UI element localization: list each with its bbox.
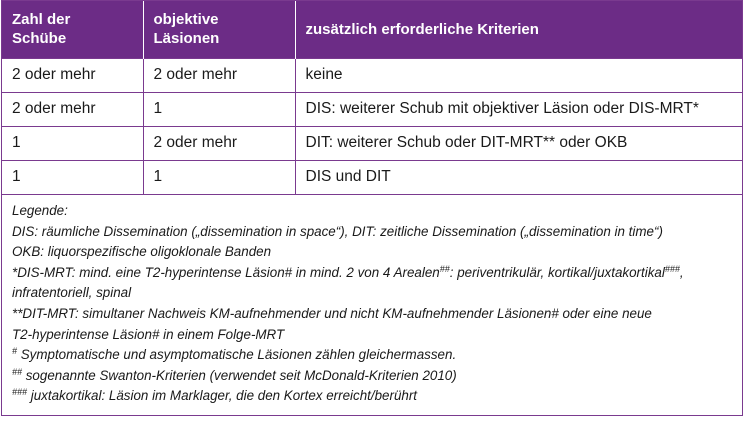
legend-dis-mrt-text-a: *DIS-MRT: mind. eine T2-hyperintense Läsion# in mind. 2 von 4 Arealen	[12, 264, 440, 280]
legend-title: Legende:	[12, 203, 68, 218]
legend-dit-mrt-line2: T2-hyperintense Läsion# in einem Folge-MRT	[12, 326, 285, 342]
header-lesions-line2: Läsionen	[153, 30, 220, 48]
footnote-marker: #	[12, 346, 18, 357]
footnote-marker: ##	[439, 263, 450, 274]
cell-lesions: 1	[143, 160, 295, 194]
cell-relapses: 2 oder mehr	[2, 92, 143, 126]
legend-note-2	[12, 366, 732, 387]
table-row	[2, 92, 742, 126]
table-header-row	[2, 1, 742, 58]
legend-dis-mrt	[12, 263, 732, 284]
cell-relapses: 2 oder mehr	[2, 58, 143, 92]
cell-lesions: 2 oder mehr	[143, 126, 295, 160]
legend-note-2-text: sogenannte Swanton-Kriterien (verwendet seit McDonald-Kriterien 2010)	[22, 367, 457, 383]
header-relapses	[2, 1, 143, 58]
header-lesions	[143, 1, 295, 58]
legend-dis-mrt-text-c: ,	[679, 264, 684, 280]
cell-lesions: 1	[143, 92, 295, 126]
header-relapses-line2: Schübe	[12, 30, 67, 48]
header-lesions-line1: objektive	[153, 11, 219, 29]
legend-note-1-text: Symptomatische und asymptomatische Läsionen zählen gleichermassen.	[17, 347, 457, 363]
legend	[2, 194, 742, 415]
cell-criteria: DIT: weiterer Schub oder DIT-MRT** oder OKB	[295, 126, 742, 160]
header-criteria: zusätzlich erforderliche Kriterien	[295, 1, 742, 58]
legend-note-3-text: juxtakortikal: Läsion im Marklager, die den Kortex erreicht/berührt	[27, 388, 418, 404]
legend-note-3	[12, 386, 732, 407]
cell-relapses: 1	[2, 160, 143, 194]
cell-criteria: DIS und DIT	[295, 160, 742, 194]
criteria-table	[2, 1, 742, 194]
legend-note-1	[12, 345, 732, 366]
legend-okb: OKB: liquorspezifische oligoklonale Banden	[12, 244, 272, 260]
footnote-marker: ###	[12, 387, 28, 398]
legend-dit-mrt-line1: **DIT-MRT: simultaner Nachweis KM-aufnehmender und nicht KM-aufnehmender Läsionen# oder eine neue	[12, 305, 652, 321]
footnote-marker: ##	[12, 366, 23, 377]
header-relapses-line1: Zahl der	[12, 11, 71, 29]
cell-criteria: keine	[295, 58, 742, 92]
cell-criteria: DIS: weiterer Schub mit objektiver Läsion oder DIS-MRT*	[295, 92, 742, 126]
table-row	[2, 126, 742, 160]
footnote-marker: ###	[664, 263, 680, 274]
legend-dis-mrt-line2: infratentoriell, spinal	[12, 285, 132, 301]
criteria-table-container	[1, 0, 743, 416]
table-row	[2, 58, 742, 92]
legend-dis-dit: DIS: räumliche Dissemination („dissemination in space“), DIT: zeitliche Dissemination („dissemination in time“)	[12, 223, 663, 239]
cell-lesions: 2 oder mehr	[143, 58, 295, 92]
cell-relapses: 1	[2, 126, 143, 160]
legend-dis-mrt-text-b: : periventrikulär, kortikal/juxtakortikal	[449, 264, 665, 280]
table-row	[2, 160, 742, 194]
